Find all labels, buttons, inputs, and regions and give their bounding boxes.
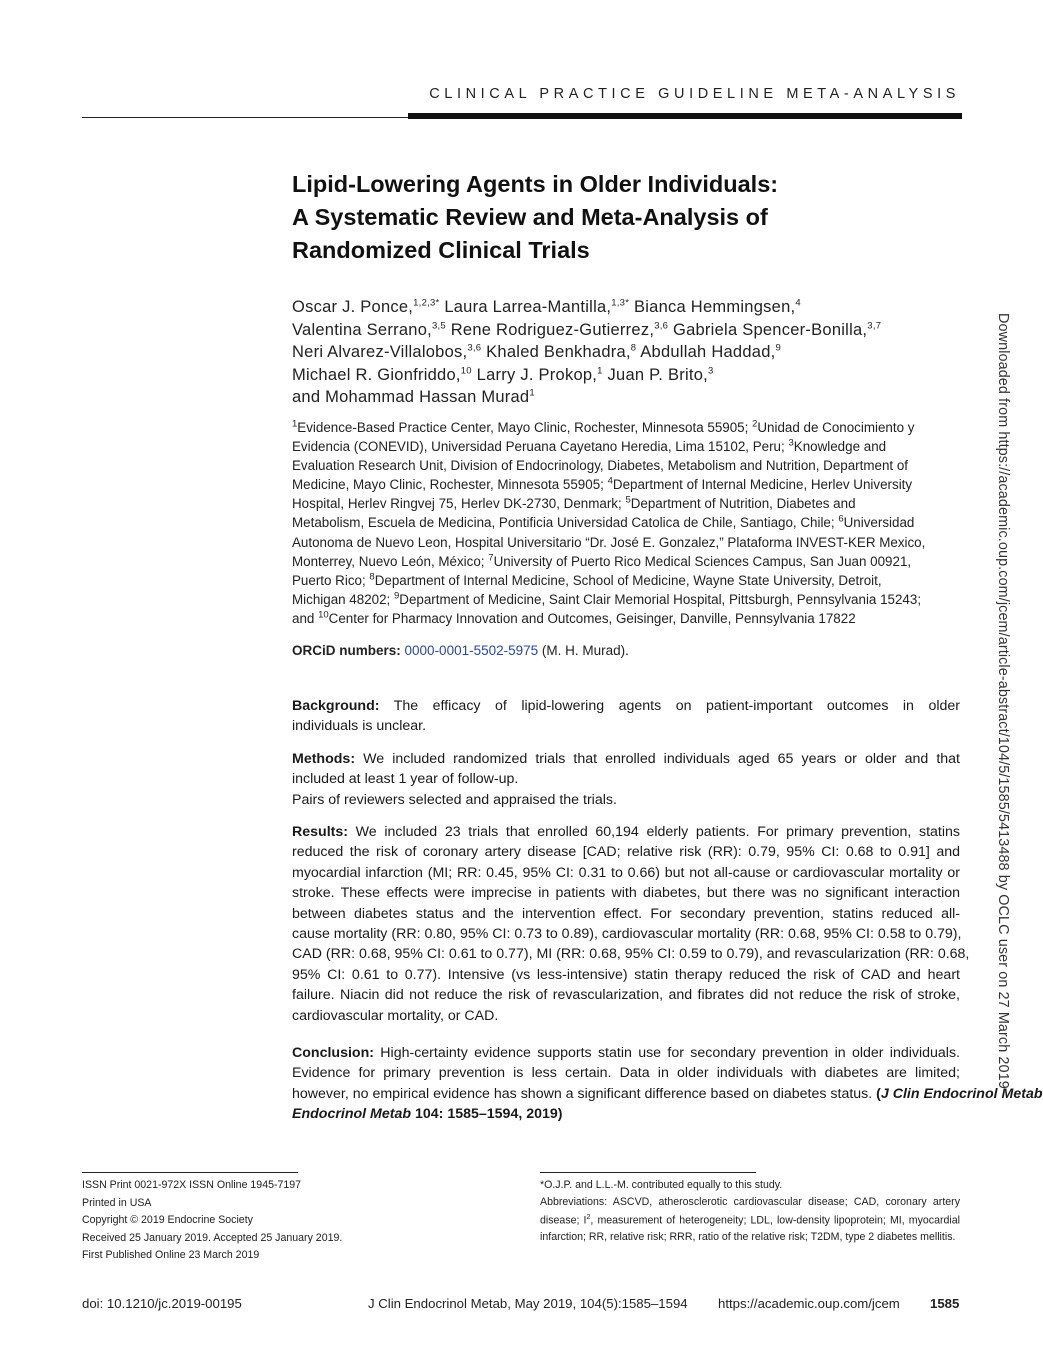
affil-text: Center for Pharmacy Innovation and Outcomes, Geisinger, Danville, Pennsylvania 17822 xyxy=(328,610,856,626)
footnotes xyxy=(540,1177,960,1246)
affil-text: Puerto Rico; xyxy=(292,572,366,588)
abstract-line xyxy=(292,1104,960,1124)
abstract-line: myocardial infarction (MI; RR: 0.45, 95% CI: 0.31 to 0.66) but not all-cause or cardiovascular mortality or xyxy=(292,864,960,881)
journal-url[interactable]: https://academic.oup.com/jcem xyxy=(718,1296,900,1311)
abstract-results xyxy=(292,822,970,1026)
author-affil-sup: 1 xyxy=(597,365,603,376)
doi[interactable]: doi: 10.1210/jc.2019-00195 xyxy=(82,1296,242,1311)
author-name: and Mohammad Hassan Murad xyxy=(292,388,530,406)
affil-line: Hospital, Herlev Ringvej 75, Herlev DK-2730, Denmark; $^5$Department of Nutrition, Diabetes and xyxy=(292,494,856,512)
abstract-line xyxy=(292,749,960,769)
affil-line: Evidencia (CONEVID), Universidad Peruana Cayetano Heredia, Lima 15102, Peru; $^3$Knowledge and xyxy=(292,437,887,455)
author-name: Laura Larrea-Mantilla, xyxy=(444,298,612,316)
orcid-line xyxy=(292,643,629,658)
author-affil-sup: 3 xyxy=(707,365,714,376)
affil-line: Autonoma de Nuevo Leon, Hospital Universitario “Dr. José E. Gonzalez,” Plataforma INVEST-KER Mexico, xyxy=(292,534,926,550)
author-name: Juan P. Brito, xyxy=(607,365,708,384)
abbr-text: , measurement of heterogeneity; LDL, low-density lipoprotein; MI, myocardial xyxy=(590,1214,960,1227)
affil-line: Evaluation Research Unit, Division of Endocrinology, Diabetes, Metabolism and Nutrition, Department of xyxy=(292,458,909,474)
author-affil-sup: 1,3 xyxy=(611,297,626,309)
affil-text: Monterrey, Nuevo León, México; xyxy=(292,553,485,569)
pub-info-line: Received 25 January 2019. Accepted 25 January 2019. xyxy=(82,1231,343,1244)
equal-contribution-note: *O.J.P. and L.L.-M. contributed equally to this study. xyxy=(540,1179,783,1191)
orcid-person: (M. H. Murad). xyxy=(541,643,629,658)
affil-text: Metabolism, Escuela de Medicina, Pontificia Universidad Catolica de Chile, Santiago, Chile; xyxy=(292,515,835,531)
section-label: Background: xyxy=(292,698,380,714)
abstract-line xyxy=(292,696,960,716)
pub-info-line: Copyright © 2019 Endocrine Society xyxy=(82,1214,253,1226)
affil-text: and xyxy=(292,610,315,626)
author-affil-sup: 1 xyxy=(529,387,535,399)
affil-text: Evidence-Based Practice Center, Mayo Clinic, Rochester, Minnesota 55905; xyxy=(297,420,749,435)
author-affil-sup: 10 xyxy=(460,365,472,376)
equal-contrib-star: * xyxy=(625,297,630,309)
abstract-line: individuals is unclear. xyxy=(292,718,427,735)
affil-line: Monterrey, Nuevo León, México; $^7$University of Puerto Rico Medical Sciences Campus, San Juan 00921, xyxy=(292,552,912,569)
author-line xyxy=(292,319,972,342)
abstract-line xyxy=(292,1084,1043,1104)
title-line: Randomized Clinical Trials xyxy=(292,237,590,263)
abbr-text: disease; I xyxy=(540,1214,587,1227)
section-label: Methods: xyxy=(292,751,356,767)
author-line xyxy=(292,341,972,364)
abstract-background xyxy=(292,696,960,737)
affil-text: Department of Internal Medicine, Herlev University xyxy=(612,477,913,493)
author-affil-sup: 3,7 xyxy=(867,320,882,331)
author-name: Gabriela Spencer-Bonilla, xyxy=(673,320,868,339)
affil-text: Department of Internal Medicine, School of Medicine, Wayne State University, Detroit, xyxy=(374,572,882,588)
citation-journal-cont: Endocrinol Metab xyxy=(292,1106,412,1123)
affil-text: Hospital, Herlev Ringvej 75, Herlev DK-2730, Denmark; xyxy=(292,496,622,512)
author-name: Oscar J. Ponce, xyxy=(292,298,414,316)
author-name: Valentina Serrano, xyxy=(292,320,432,339)
download-watermark-text: Downloaded from https://academic.oup.com/jcem/article-abstract/104/5/1585/5413488 by OCLC user on 27 March 2019 xyxy=(995,313,1011,1089)
abstract-line: stroke. These effects were imprecise in patients with diabetes, but there was no significant interaction xyxy=(292,885,960,902)
abstract-text: We included 23 trials that enrolled 60,194 elderly patients. For primary prevention, statins xyxy=(355,824,960,840)
citation-journal: J Clin Endocrinol Metab xyxy=(880,1085,1043,1102)
author-name: Bianca Hemmingsen, xyxy=(634,298,796,316)
affil-text: Department of Medicine, Saint Clair Memorial Hospital, Pittsburgh, Pennsylvania 15243; xyxy=(399,591,922,607)
author-affil-sup: 3,6 xyxy=(654,320,669,331)
abstract-line: Evidence for primary prevention is less certain. Data in older individuals with diabetes are limited; xyxy=(292,1065,960,1082)
abbreviations-line xyxy=(540,1210,960,1229)
affil-line: Medicine, Mayo Clinic, Rochester, Minnesota 55905; $^4$Department of Internal Medicine, Herlev University xyxy=(292,475,913,493)
citation-open: ( xyxy=(876,1085,881,1102)
author-name: Rene Rodriguez-Gutierrez, xyxy=(450,320,655,339)
author-line xyxy=(292,364,972,387)
abbr-sup: 2 xyxy=(586,1214,591,1221)
abstract-conclusion xyxy=(292,1043,1043,1125)
section-label: Results: xyxy=(292,824,348,840)
affil-line: Metabolism, Escuela de Medicina, Pontificia Universidad Catolica de Chile, Santiago, Chile; $^6$Universidad xyxy=(292,514,915,531)
affil-line: Michigan 48202; $^9$Department of Medicine, Saint Clair Memorial Hospital, Pittsburgh, Pennsylvania 15243; xyxy=(292,590,922,607)
author-name: Khaled Benkhadra, xyxy=(486,343,631,361)
affil-text: Knowledge and xyxy=(793,439,887,455)
orcid-link[interactable]: 0000-0001-5502-5975 xyxy=(404,643,539,658)
title-line: A Systematic Review and Meta-Analysis of xyxy=(292,204,768,230)
abstract-line: Pairs of reviewers selected and appraised the trials. xyxy=(292,791,617,808)
journal-citation: J Clin Endocrinol Metab, May 2019, 104(5):1585–1594 xyxy=(368,1296,688,1311)
abstract-line: cardiovascular mortality, or CAD. xyxy=(292,1007,499,1024)
abstract-text: The efficacy of lipid-lowering agents on patient-important outcomes in older xyxy=(393,698,960,714)
author-list xyxy=(292,296,972,409)
author-name: Michael R. Gionfriddo, xyxy=(292,365,461,384)
affil-text: Universidad xyxy=(843,515,915,531)
title-line: Lipid-Lowering Agents in Older Individuals: xyxy=(292,171,779,197)
affil-text: Michigan 48202; xyxy=(292,591,391,607)
author-affil-sup: 3,6 xyxy=(467,342,482,354)
pub-info-line: Printed in USA xyxy=(82,1196,152,1209)
pub-info-line: First Published Online 23 March 2019 xyxy=(82,1249,260,1261)
running-head: CLINICAL PRACTICE GUIDELINE META-ANALYSIS xyxy=(429,86,960,102)
author-line xyxy=(292,386,972,409)
footnote-rule-right xyxy=(540,1172,756,1173)
affil-line: and $^{10}$Center for Pharmacy Innovation and Outcomes, Geisinger, Danville, Pennsylvania 17822 xyxy=(292,609,856,626)
publication-info xyxy=(82,1177,342,1265)
affil-text: Evidencia (CONEVID), Universidad Peruana Cayetano Heredia, Lima 15102, Peru; xyxy=(292,439,785,455)
article-title xyxy=(292,168,912,267)
affiliations xyxy=(292,418,960,628)
equal-contrib-star: * xyxy=(435,297,440,309)
abstract-line: cause mortality (RR: 0.80, 95% CI: 0.73 to 0.89), cardiovascular mortality (RR: 0.68, 95% CI: 0.58 to 0.79), xyxy=(292,926,962,943)
header-rule-thick xyxy=(408,113,962,119)
author-affil-sup: 4 xyxy=(795,297,801,309)
abstract-line xyxy=(292,1043,960,1063)
affil-text: Unidad de Conocimiento y xyxy=(757,420,915,435)
abstract-line: failure. Niacin did not reduce the risk of revascularization, and fibrates did not reduce the risk of stroke, xyxy=(292,987,960,1004)
abstract-methods xyxy=(292,749,960,810)
abstract-line: included at least 1 year of follow-up. xyxy=(292,771,519,788)
download-watermark xyxy=(995,313,1011,1089)
footnote-rule-left xyxy=(82,1172,298,1173)
abstract-text: however, no empirical evidence has shown a significant difference based on diabetes status. xyxy=(292,1085,873,1102)
abstract-line: reduced the risk of coronary artery disease [CAD; relative risk (RR): 0.79, 95% CI: 0.68 to 0.91] and xyxy=(292,844,960,861)
author-affil-sup: 1,2,3 xyxy=(413,297,436,309)
page-number: 1585 xyxy=(930,1296,960,1311)
author-affil-sup: 9 xyxy=(775,342,781,354)
abstract-line: CAD (RR: 0.68, 95% CI: 0.61 to 0.77), MI (RR: 0.68, 95% CI: 0.59 to 0.79), and revascularization (RR: 0.68, xyxy=(292,946,970,963)
author-name: Abdullah Haddad, xyxy=(640,343,776,361)
affil-line: $^1$Evidence-Based Practice Center, Mayo Clinic, Rochester, Minnesota 55905; $^2$Unidad de Conocimiento y xyxy=(292,418,915,435)
pub-info-line: ISSN Print 0021-972X ISSN Online 1945-7197 xyxy=(82,1179,302,1191)
section-label: Conclusion: xyxy=(292,1045,374,1061)
abstract-line: 95% CI: 0.61 to 0.77). Intensive (vs less-intensive) statin therapy reduced the risk of CAD and heart xyxy=(292,966,960,983)
abbreviations-line: Abbreviations: ASCVD, atherosclerotic cardiovascular disease; CAD, coronary artery xyxy=(540,1195,960,1208)
affil-line: Puerto Rico; $^8$Department of Internal Medicine, School of Medicine, Wayne State University, Detroit, xyxy=(292,571,882,588)
abbreviations-line: infarction; RR, relative risk; RRR, ratio of the relative risk; T2DM, type 2 diabetes mellitis. xyxy=(540,1231,956,1244)
abstract-text: We included randomized trials that enrolled individuals aged 65 years or older and that xyxy=(363,751,960,767)
orcid-label: ORCiD numbers: xyxy=(292,643,401,658)
author-affil-sup: 8 xyxy=(630,342,637,354)
affil-text: Department of Nutrition, Diabetes and xyxy=(630,496,856,512)
abstract-line xyxy=(292,822,960,842)
author-name: Larry J. Prokop, xyxy=(476,365,598,384)
author-affil-sup: 3,5 xyxy=(431,320,446,331)
affil-text: Medicine, Mayo Clinic, Rochester, Minnesota 55905; xyxy=(292,477,604,493)
abstract-text: High-certainty evidence supports statin use for secondary prevention in older individuals. xyxy=(380,1045,960,1061)
author-name: Neri Alvarez-Villalobos, xyxy=(292,343,468,361)
abstract-line: between diabetes status and the intervention effect. For secondary prevention, statins reduced all- xyxy=(292,905,960,922)
author-line xyxy=(292,296,972,319)
affil-text: University of Puerto Rico Medical Sciences Campus, San Juan 00921, xyxy=(493,553,912,569)
citation-rest: 104: 1585–1594, 2019) xyxy=(414,1106,563,1123)
